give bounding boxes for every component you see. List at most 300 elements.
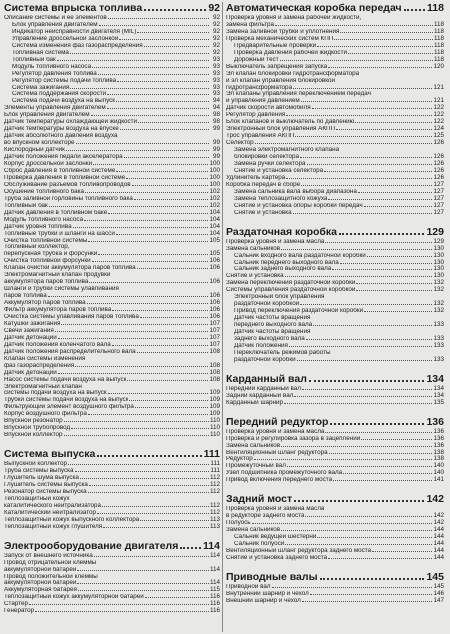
toc-entry[interactable] <box>4 175 220 182</box>
section-heading[interactable] <box>226 494 444 505</box>
entry-title: Шланги и трубки системы улавливания <box>4 286 119 293</box>
toc-entry[interactable] <box>4 404 220 411</box>
dot-leader <box>48 296 209 297</box>
toc-entry[interactable] <box>4 377 220 384</box>
entry-page-number: 108 <box>209 361 220 369</box>
toc-entry[interactable] <box>4 71 220 78</box>
toc-entry[interactable] <box>226 287 444 294</box>
entry-page-number: 108 <box>209 347 220 355</box>
toc-entry[interactable] <box>4 126 220 133</box>
toc-entry[interactable] <box>226 470 444 477</box>
toc-entry[interactable] <box>226 196 444 203</box>
toc-entry[interactable] <box>4 196 220 203</box>
entry-page-number: 120 <box>433 62 444 70</box>
entry-title: Топливная система <box>12 49 69 56</box>
toc-entry[interactable] <box>4 397 220 404</box>
toc-entry[interactable] <box>226 85 444 92</box>
dot-leader <box>78 590 209 591</box>
entry-title: Проверка уровня и замена рабочей жидкости, <box>226 15 362 21</box>
dot-leader <box>361 439 432 440</box>
entry-page-number: 122 <box>433 104 444 112</box>
entry-page-number: 93 <box>212 90 220 98</box>
entry-title: Замена переключения раздаточной коробки <box>226 280 356 287</box>
toc-entry[interactable] <box>4 307 220 314</box>
section-title: Электрооборудование двигателя <box>4 539 179 552</box>
entry-title: замена фильтра <box>226 21 274 28</box>
toc-entry[interactable] <box>226 119 444 126</box>
entry-title: Проверка давления в топливной системе <box>4 174 126 181</box>
toc-entry[interactable] <box>4 279 220 286</box>
entry-page-number: 106 <box>209 299 220 307</box>
entry-title: Замена электромагнитного клапана <box>234 147 340 154</box>
toc-entry[interactable] <box>226 126 444 133</box>
toc-entry[interactable] <box>4 425 220 432</box>
dot-leader <box>356 283 432 284</box>
dot-leader <box>317 537 432 538</box>
toc-entry[interactable] <box>4 22 220 29</box>
toc-entry[interactable] <box>4 496 220 503</box>
dot-leader <box>144 9 206 11</box>
entry-title: Топливные трубки и шланги на шасси <box>4 230 115 237</box>
toc-entry[interactable] <box>4 335 220 342</box>
toc-entry[interactable] <box>4 147 220 154</box>
toc-entry[interactable] <box>4 468 220 475</box>
entry-title: Снятие и установка заднего моста <box>226 554 328 561</box>
toc-entry[interactable] <box>226 400 444 407</box>
toc-entry[interactable] <box>4 300 220 307</box>
toc-entry[interactable] <box>4 475 220 482</box>
toc-entry[interactable] <box>4 119 220 126</box>
dot-leader <box>77 583 209 584</box>
toc-entry[interactable] <box>4 57 220 64</box>
dot-leader <box>88 241 208 242</box>
toc-entry[interactable] <box>226 520 444 527</box>
entry-page-number: 100 <box>209 180 220 188</box>
entry-page-number: 116 <box>209 600 220 608</box>
dot-leader <box>120 129 209 130</box>
toc-entry[interactable] <box>226 203 444 210</box>
toc-entry[interactable] <box>4 510 220 517</box>
entry-page-number: 111 <box>210 460 220 468</box>
toc-entry[interactable] <box>226 140 444 147</box>
dot-leader <box>137 352 209 353</box>
toc-entry[interactable] <box>4 363 220 370</box>
dot-leader <box>367 256 433 257</box>
dot-leader <box>116 171 208 172</box>
toc-entry[interactable] <box>226 112 444 119</box>
entry-title: Фильтр аккумулятора паров топлива <box>4 307 112 314</box>
toc-entry[interactable] <box>226 436 444 443</box>
toc-entry[interactable] <box>4 91 220 98</box>
dot-leader <box>94 556 209 557</box>
toc-entry[interactable] <box>4 553 220 560</box>
dot-leader <box>134 199 209 200</box>
section-heading[interactable] <box>226 374 444 385</box>
dot-leader <box>302 601 433 602</box>
toc-entry[interactable] <box>226 147 444 154</box>
dot-leader <box>91 115 209 116</box>
entry-title: Датчик уровня топлива <box>4 223 72 230</box>
entry-page-number: 118 <box>433 55 444 63</box>
dot-leader <box>144 46 209 47</box>
dot-leader <box>35 611 209 612</box>
entry-title: Электронный блок управления <box>234 294 325 301</box>
toc-entry[interactable] <box>4 217 220 224</box>
toc-entry[interactable] <box>4 36 220 43</box>
entry-page-number: 140 <box>433 462 444 470</box>
section-heading[interactable] <box>4 3 220 14</box>
toc-entry[interactable] <box>226 161 444 168</box>
entry-page-number: 99 <box>212 153 220 161</box>
toc-entry[interactable] <box>4 182 220 189</box>
entry-title: Сальник входного вала раздаточной коробки <box>234 252 366 259</box>
entry-page-number: 146 <box>433 589 444 597</box>
section-heading[interactable] <box>226 3 444 14</box>
toc-entry[interactable] <box>226 548 444 555</box>
toc-entry[interactable] <box>4 140 220 147</box>
dot-leader <box>117 81 209 82</box>
toc-entry[interactable] <box>226 210 444 217</box>
entry-title: Корпус дроссельной заслонки <box>4 161 93 168</box>
toc-entry[interactable] <box>4 15 220 22</box>
toc-entry[interactable] <box>4 342 220 349</box>
dot-leader <box>301 101 433 102</box>
entry-title: Аккумуляторная батарея <box>4 587 77 594</box>
dot-leader <box>112 345 209 346</box>
entry-page-number: 100 <box>209 160 220 168</box>
toc-entry[interactable] <box>4 161 220 168</box>
toc-entry[interactable] <box>226 253 444 260</box>
toc-section <box>4 541 220 616</box>
toc-entry[interactable] <box>4 105 220 112</box>
entry-title: Замена сальника вала выбора диапазона <box>234 188 357 195</box>
dot-leader <box>88 414 209 415</box>
toc-entry[interactable] <box>4 85 220 92</box>
entry-title: Сальник переднего выходного вала <box>234 259 339 266</box>
toc-entry[interactable] <box>226 273 444 280</box>
toc-entry[interactable] <box>4 29 220 36</box>
entry-title: системы подачи воздуха на выпуск <box>4 390 107 397</box>
toc-entry[interactable] <box>4 203 220 210</box>
entry-title: Промежуточный вал <box>226 463 286 470</box>
entry-page-number: 140 <box>433 469 444 477</box>
dot-leader <box>325 242 432 243</box>
toc-entry[interactable] <box>4 210 220 217</box>
toc-entry[interactable] <box>4 251 220 258</box>
dot-leader <box>332 269 432 270</box>
toc-entry[interactable] <box>226 477 444 484</box>
entry-title: Системы управления раздаточной коробкой <box>226 287 356 294</box>
toc-entry[interactable] <box>226 343 444 350</box>
entry-page-number: 112 <box>209 474 220 482</box>
toc-entry[interactable] <box>226 133 444 140</box>
dot-leader <box>281 530 432 531</box>
section-heading[interactable] <box>226 417 444 428</box>
toc-entry[interactable] <box>226 189 444 196</box>
toc-entry[interactable] <box>4 594 220 601</box>
toc-entry[interactable] <box>4 370 220 377</box>
toc-entry[interactable] <box>226 294 444 301</box>
toc-entry[interactable] <box>4 168 220 175</box>
toc-entry[interactable] <box>4 489 220 496</box>
entry-page-number: 144 <box>433 526 444 534</box>
entry-title: Селектор <box>226 140 254 147</box>
dot-leader <box>297 360 433 361</box>
dot-leader <box>404 9 425 11</box>
entry-page-number: 102 <box>209 201 220 209</box>
toc-entry[interactable] <box>4 524 220 531</box>
toc-entry[interactable] <box>226 50 444 57</box>
toc-entry[interactable] <box>226 506 444 513</box>
toc-entry[interactable] <box>226 357 444 364</box>
toc-entry[interactable] <box>226 29 444 36</box>
toc-entry[interactable] <box>226 98 444 105</box>
toc-entry[interactable] <box>4 411 220 418</box>
entry-title: заднего выходного вала <box>234 335 305 342</box>
toc-entry[interactable] <box>4 133 220 140</box>
entry-page-number: 133 <box>433 341 444 349</box>
dot-leader <box>102 506 209 507</box>
entry-page-number: 92 <box>212 14 220 21</box>
toc-entry[interactable] <box>226 260 444 267</box>
toc-section <box>226 374 444 407</box>
dot-leader <box>325 432 432 433</box>
entry-page-number: 134 <box>433 384 444 392</box>
entry-title: Теплозащитный кожух <box>4 495 70 502</box>
dot-leader <box>85 192 208 193</box>
entry-title: Задний карданный вал <box>226 392 294 399</box>
entry-page-number: 106 <box>209 292 220 300</box>
toc-entry[interactable] <box>226 57 444 64</box>
toc-entry[interactable] <box>4 154 220 161</box>
dot-leader <box>364 311 432 312</box>
toc-entry[interactable] <box>226 527 444 534</box>
toc-entry[interactable] <box>226 513 444 520</box>
entry-page-number: 109 <box>209 403 220 411</box>
toc-entry[interactable] <box>226 584 444 591</box>
entry-page-number: 104 <box>209 215 220 223</box>
toc-entry[interactable] <box>4 567 220 574</box>
toc-entry[interactable] <box>226 22 444 29</box>
entry-title: Снятие и установка опоры коробки передач <box>234 202 363 209</box>
dot-leader <box>343 473 432 474</box>
dot-leader <box>328 199 432 200</box>
entry-title: Управление дроссельной заслонкой <box>12 35 119 42</box>
toc-entry[interactable] <box>226 280 444 287</box>
toc-entry[interactable] <box>226 598 444 605</box>
toc-entry[interactable] <box>4 244 220 251</box>
toc-entry[interactable] <box>4 601 220 608</box>
toc-right-column <box>226 2 444 605</box>
entry-title: Клапан системы изменения <box>4 355 86 362</box>
toc-entry[interactable] <box>226 266 444 273</box>
entry-page-number: 112 <box>209 481 220 488</box>
toc-entry[interactable] <box>4 258 220 265</box>
toc-entry[interactable] <box>226 168 444 175</box>
toc-entry[interactable] <box>4 503 220 510</box>
entry-page-number: 99 <box>212 139 220 147</box>
toc-entry[interactable] <box>4 608 220 615</box>
entry-title: Свечи зажигания <box>4 327 54 334</box>
toc-entry[interactable] <box>226 555 444 562</box>
toc-entry[interactable] <box>226 315 444 322</box>
toc-entry[interactable] <box>226 91 444 98</box>
toc-entry[interactable] <box>4 321 220 328</box>
entry-title: Датчик детонации <box>4 334 57 341</box>
toc-section <box>226 494 444 562</box>
entry-title: Внешний шарнир и чехол <box>226 597 301 604</box>
dot-leader <box>293 213 433 214</box>
entry-title: Датчик частоты вращения <box>234 329 311 336</box>
toc-entry[interactable] <box>226 301 444 308</box>
toc-entry[interactable] <box>4 314 220 321</box>
toc-entry[interactable] <box>226 534 444 541</box>
toc-entry[interactable] <box>4 587 220 594</box>
dot-leader <box>254 459 433 460</box>
toc-entry[interactable] <box>4 574 220 581</box>
toc-entry[interactable] <box>226 105 444 112</box>
toc-entry[interactable] <box>4 390 220 397</box>
toc-entry[interactable] <box>4 517 220 524</box>
dot-leader <box>328 67 432 68</box>
toc-entry[interactable] <box>226 456 444 463</box>
toc-entry[interactable] <box>226 182 444 189</box>
dot-leader <box>126 178 208 179</box>
toc-entry[interactable] <box>226 541 444 548</box>
entry-page-number: 138 <box>433 448 444 456</box>
toc-entry[interactable] <box>226 443 444 450</box>
section-heading[interactable] <box>226 227 444 238</box>
dot-leader <box>137 32 209 33</box>
toc-entry[interactable] <box>4 418 220 425</box>
toc-entry[interactable] <box>4 580 220 587</box>
toc-entry[interactable] <box>4 43 220 50</box>
toc-entry[interactable] <box>226 336 444 343</box>
toc-entry[interactable] <box>226 239 444 246</box>
entry-title: Датчик положения педали акселератора <box>4 154 123 161</box>
entry-title: Привод переключения раздаточной коробки <box>234 308 364 315</box>
entry-title: Проверка уровня и замена масла <box>226 506 325 513</box>
dot-leader <box>285 544 432 545</box>
toc-entry[interactable] <box>4 286 220 293</box>
toc-entry[interactable] <box>226 322 444 329</box>
entry-page-number: 112 <box>209 508 220 516</box>
dot-leader <box>108 18 209 19</box>
toc-entry[interactable] <box>4 238 220 245</box>
toc-entry[interactable] <box>4 78 220 85</box>
dot-leader <box>61 324 208 325</box>
toc-entry[interactable] <box>226 591 444 598</box>
toc-entry[interactable] <box>226 329 444 336</box>
toc-entry[interactable] <box>226 450 444 457</box>
toc-entry[interactable] <box>226 71 444 78</box>
toc-entry[interactable] <box>4 231 220 238</box>
toc-entry[interactable] <box>226 350 444 357</box>
dot-leader <box>89 485 209 486</box>
entry-title: Насос системы подачи воздуха на выпуск <box>4 376 127 383</box>
entry-title: Снятие и установка <box>226 273 284 280</box>
toc-entry[interactable] <box>226 463 444 470</box>
entry-page-number: 121 <box>433 83 444 91</box>
entry-title: блокировки селектора <box>234 154 299 161</box>
entry-page-number: 92 <box>212 20 220 28</box>
entry-title: переднего выходного вала <box>234 322 313 329</box>
entry-title: Генератор <box>4 608 35 615</box>
dot-leader <box>312 108 433 109</box>
toc-entry[interactable] <box>4 560 220 567</box>
toc-entry[interactable] <box>226 429 444 436</box>
toc-entry[interactable] <box>226 246 444 253</box>
toc-entry[interactable] <box>4 64 220 71</box>
entry-title: Запуск от внешнего источника <box>4 552 93 559</box>
toc-entry[interactable] <box>4 272 220 279</box>
toc-entry[interactable] <box>4 98 220 105</box>
entry-title: Модуль топливного насоса <box>4 216 84 223</box>
dot-leader <box>75 471 210 472</box>
section-heading[interactable] <box>4 541 220 552</box>
toc-entry[interactable] <box>4 50 220 57</box>
toc-entry[interactable] <box>4 461 220 468</box>
entry-title: Предварительные проверки <box>234 42 317 49</box>
toc-entry[interactable] <box>226 308 444 315</box>
toc-entry[interactable] <box>226 43 444 50</box>
dot-leader <box>300 304 432 305</box>
entry-title: Проверка уровня и замена масла <box>226 428 325 435</box>
section-heading[interactable] <box>4 449 220 460</box>
entry-title: Дорожный тест <box>234 56 279 63</box>
toc-entry[interactable] <box>4 349 220 356</box>
entry-title: Аккумулятор паров топлива <box>4 300 86 307</box>
toc-entry[interactable] <box>226 36 444 43</box>
toc-entry[interactable] <box>226 386 444 393</box>
dot-leader <box>140 520 209 521</box>
toc-entry[interactable] <box>4 293 220 300</box>
toc-entry[interactable] <box>226 175 444 182</box>
toc-entry[interactable] <box>4 384 220 391</box>
entry-title: Замена сальников <box>226 527 281 534</box>
dot-leader <box>294 396 432 397</box>
toc-entry[interactable] <box>4 356 220 363</box>
toc-entry[interactable] <box>4 224 220 231</box>
toc-entry[interactable] <box>4 432 220 439</box>
entry-title: Трос управления АКПП <box>226 133 295 140</box>
entry-title: паров топлива <box>4 293 47 300</box>
dot-leader <box>286 115 432 116</box>
entry-page-number: 126 <box>433 139 444 147</box>
toc-entry[interactable] <box>226 154 444 161</box>
toc-entry[interactable] <box>226 64 444 71</box>
toc-entry[interactable] <box>226 78 444 85</box>
entry-title: Регулятор давления топлива <box>12 70 97 77</box>
entry-title: Снятие и установка <box>234 209 292 216</box>
toc-entry[interactable] <box>226 15 444 22</box>
entry-page-number: 109 <box>209 396 220 404</box>
dot-leader <box>132 185 209 186</box>
section-heading[interactable] <box>226 572 444 583</box>
entry-title: Индикатор неисправности двигателя (MIL) <box>12 28 137 35</box>
entry-page-number: 115 <box>209 586 220 594</box>
entry-title: Теплозащитный кожух аккумуляторной батареи <box>4 594 144 601</box>
entry-page-number: 122 <box>433 118 444 126</box>
toc-entry[interactable] <box>4 112 220 119</box>
toc-entry[interactable] <box>4 265 220 272</box>
toc-entry[interactable] <box>4 328 220 335</box>
toc-entry[interactable] <box>4 189 220 196</box>
entry-page-number: 105 <box>209 250 220 258</box>
toc-entry[interactable] <box>4 482 220 489</box>
entry-title: Стартер <box>4 601 29 608</box>
toc-entry[interactable] <box>226 393 444 400</box>
